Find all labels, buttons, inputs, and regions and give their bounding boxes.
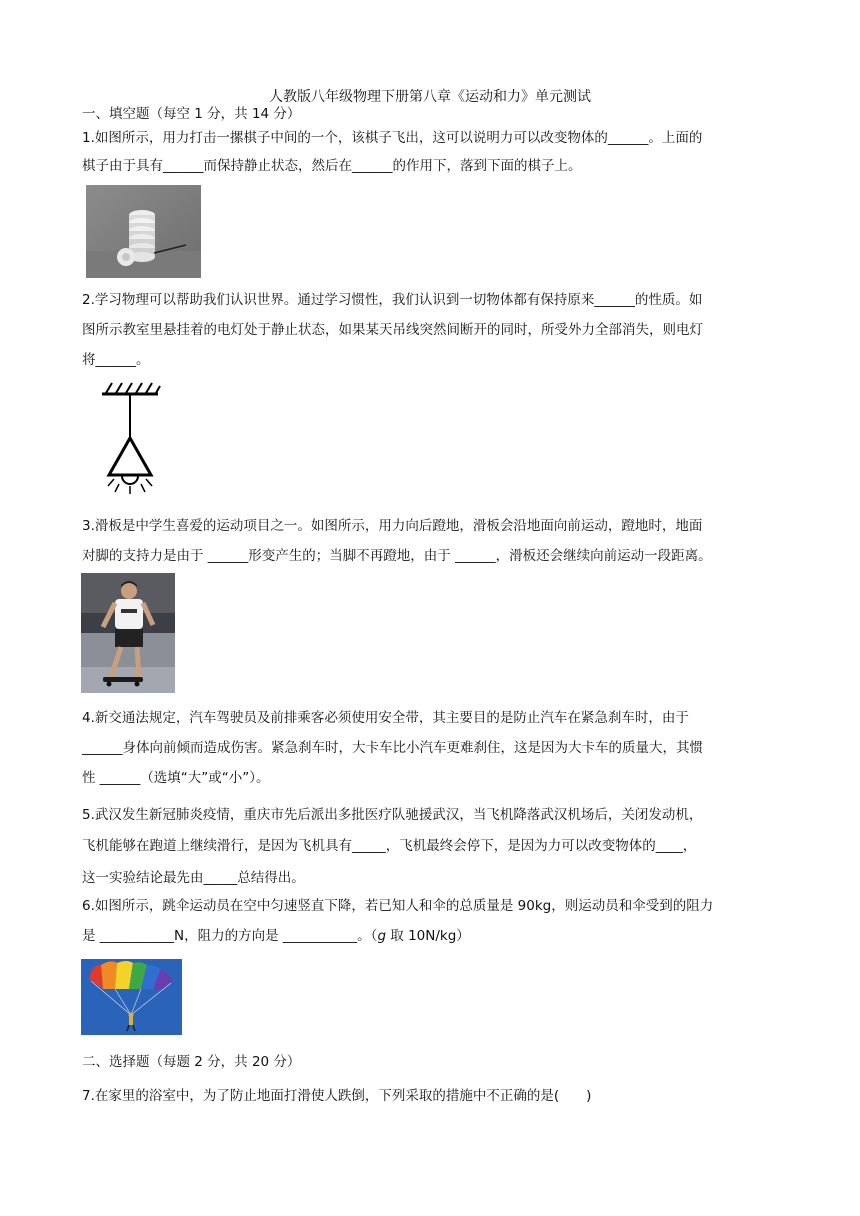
page-title: 人教版八年级物理下册第八章《运动和力》单元测试 xyxy=(269,89,591,105)
q4-text-line2: ______身体向前倾而造成伤害。紧急刹车时，大卡车比小汽车更难刹住，这是因为大卡车的质量大，其惯 xyxy=(82,740,703,756)
q6-text-line2-part2: 取 10N/kg） xyxy=(386,928,470,944)
q7-text-line1: 7.在家里的浴室中，为了防止地面打滑使人跌倒，下列采取的措施中不正确的是( ) xyxy=(82,1088,592,1104)
q6-text-line2-part1: 是 ___________N，阻力的方向是 ___________。（ xyxy=(82,928,378,944)
q4-text-line1: 4.新交通法规定，汽车驾驶员及前排乘客必须使用安全带，其主要目的是防止汽车在紧急刹车时，由于 xyxy=(82,710,689,726)
q6-text-line2 xyxy=(82,926,470,946)
q3-text-line1: 3.滑板是中学生喜爱的运动项目之一。如图所示，用力向后蹬地，滑板会沿地面向前运动，蹬地时，地面 xyxy=(82,518,703,534)
q2-text-line3: 将______。 xyxy=(82,352,150,368)
q1-text-line2: 棋子由于具有______而保持静止状态，然后在______的作用下，落到下面的棋子上。 xyxy=(82,158,582,174)
q1-text-line1: 1.如图所示，用力打击一摞棋子中间的一个，该棋子飞出，这可以说明力可以改变物体的______。上面的 xyxy=(82,130,703,146)
q6-text-line1: 6.如图所示，跳伞运动员在空中匀速竖直下降，若已知人和伞的总质量是 90kg，则运动员和伞受到的阻力 xyxy=(82,898,714,914)
q2-text-line1: 2.学习物理可以帮助我们认识世界。通过学习惯性，我们认识到一切物体都有保持原来______的性质。如 xyxy=(82,292,703,308)
section-heading-choice: 二、选择题（每题 2 分，共 20 分） xyxy=(82,1054,301,1070)
chess-stack-figure xyxy=(86,185,201,278)
q3-text-line2: 对脚的支持力是由于 ______形变产生的；当脚不再蹬地，由于 ______，滑板还会继续向前运动一段距离。 xyxy=(82,548,712,564)
parachute-photo xyxy=(81,959,182,1035)
skateboarder-photo xyxy=(81,573,175,693)
q5-text-line2: 飞机能够在跑道上继续滑行，是因为飞机具有_____，飞机最终会停下，是因为力可以改变物体的____， xyxy=(82,838,697,854)
hanging-lamp-figure xyxy=(100,380,162,500)
q2-text-line2: 图所示教室里悬挂着的电灯处于静止状态，如果某天吊线突然间断开的同时，所受外力全部消失，则电灯 xyxy=(82,322,703,338)
q5-text-line1: 5.武汉发生新冠肺炎疫情，重庆市先后派出多批医疗队驰援武汉，当飞机降落武汉机场后，关闭发动机， xyxy=(82,807,703,823)
q5-text-line3: 这一实验结论最先由_____总结得出。 xyxy=(82,870,305,886)
section-heading-fill-in: 一、填空题（每空 1 分，共 14 分） xyxy=(82,106,301,122)
q6-gravity-symbol: g xyxy=(377,928,387,944)
q4-text-line3: 性 ______（选填“大”或“小”）。 xyxy=(82,770,270,786)
